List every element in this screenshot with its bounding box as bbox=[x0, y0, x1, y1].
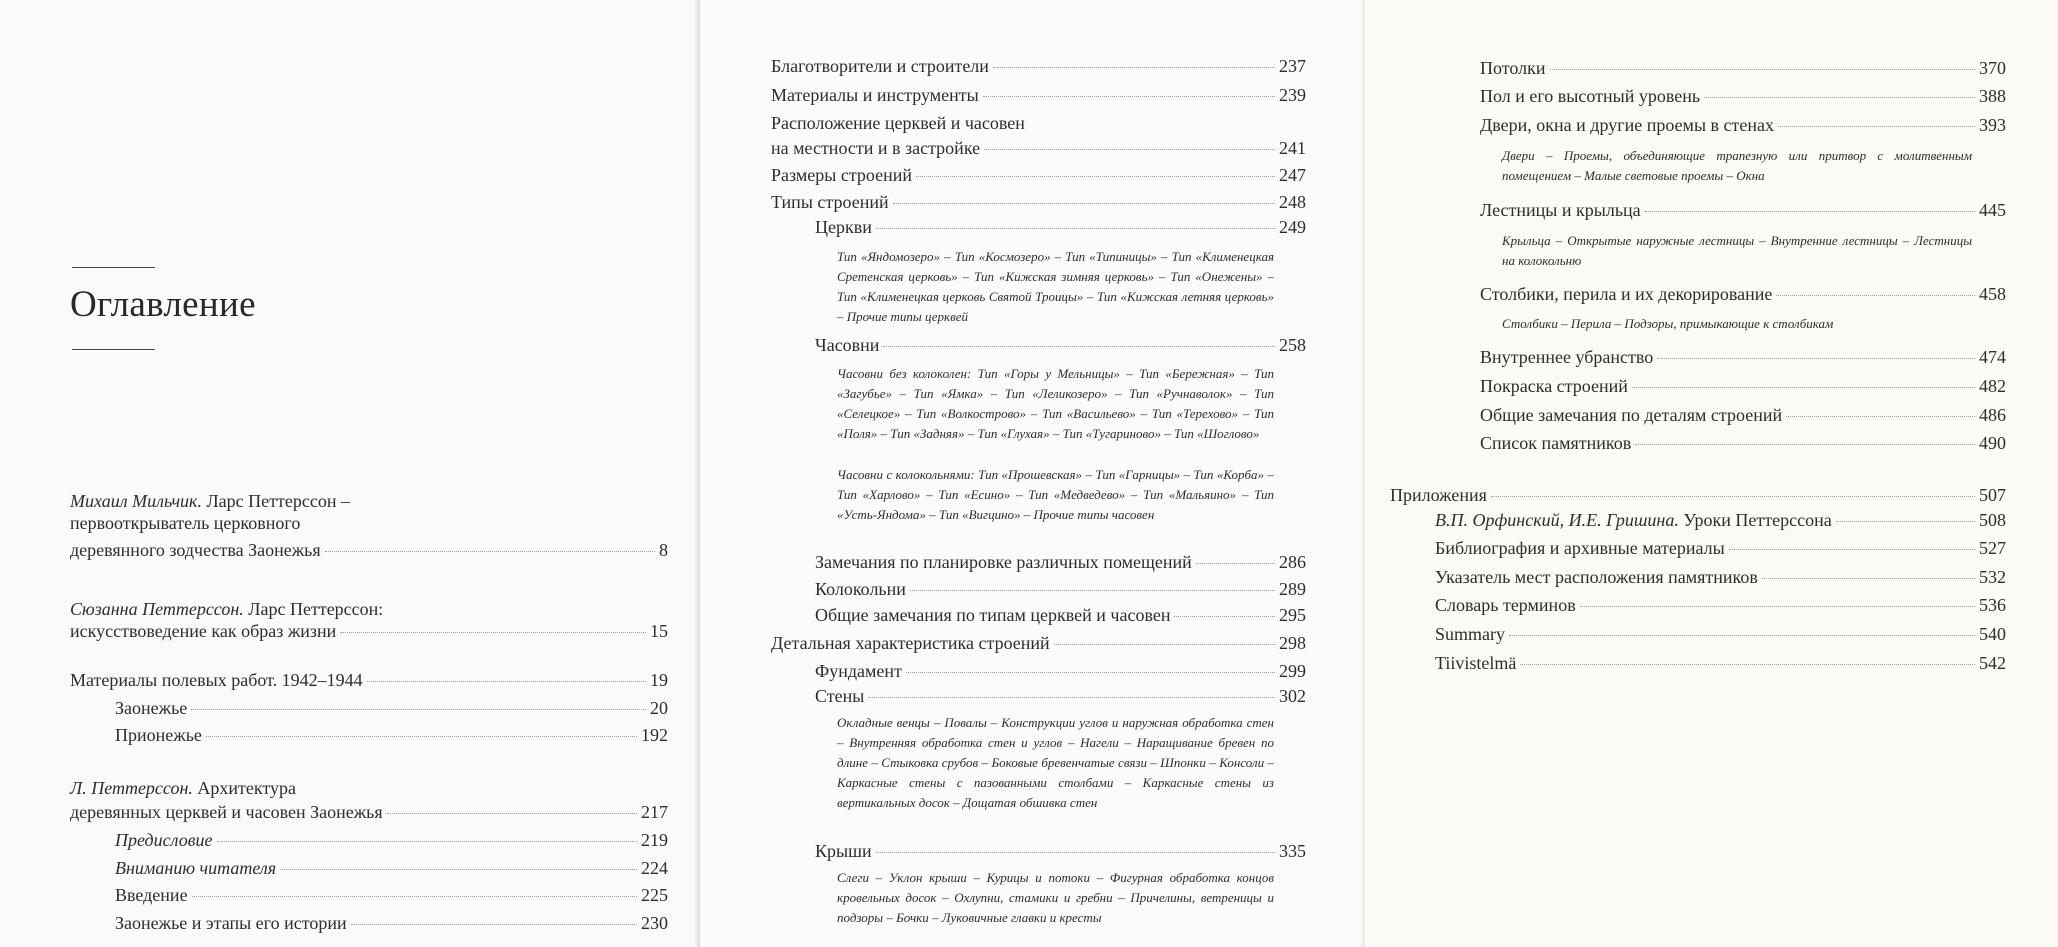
toc-entry-introduction[interactable] bbox=[115, 884, 668, 906]
dot-leader bbox=[1054, 644, 1275, 645]
dot-leader bbox=[1580, 606, 1975, 607]
toc-entry-painting[interactable] bbox=[1480, 375, 2006, 397]
page-number: 15 bbox=[650, 621, 668, 641]
dot-leader bbox=[1778, 126, 1975, 127]
toc-entry-benefactors[interactable] bbox=[771, 55, 1306, 77]
toc-entry-to-reader[interactable] bbox=[115, 857, 668, 879]
entry-author: Михаил Мильчик. bbox=[70, 491, 202, 511]
entry-label: Лестницы и крыльца bbox=[1480, 200, 1641, 220]
title-rule-top bbox=[72, 267, 155, 268]
page-number: 258 bbox=[1279, 335, 1306, 355]
toc-entry-stairs[interactable] bbox=[1480, 199, 2006, 221]
dot-leader bbox=[910, 590, 1275, 591]
page-number: 241 bbox=[1279, 138, 1306, 158]
dot-leader bbox=[1729, 549, 1975, 550]
dot-leader bbox=[192, 896, 637, 897]
dot-leader bbox=[876, 852, 1275, 853]
entry-label: Двери, окна и другие проемы в стенах bbox=[1480, 115, 1775, 135]
dot-leader bbox=[191, 709, 646, 710]
roofs-subtopics: Слеги – Уклон крыши – Курицы и потоки – Фигурная обработка концов кровельных досок – Охлупни, стамики и гребни – Причелины, ветреницы и подзоры – Бочки – Луковичные главки и кресты bbox=[837, 870, 1274, 925]
dot-leader bbox=[1645, 211, 1975, 212]
page-number: 536 bbox=[1979, 595, 2006, 615]
entry-label: Благотворители и строители bbox=[771, 56, 989, 76]
page-number: 540 bbox=[1979, 624, 2006, 644]
toc-entry-ceilings[interactable] bbox=[1480, 57, 2006, 79]
dot-leader bbox=[916, 176, 1275, 177]
toc-entry-summary[interactable] bbox=[1435, 623, 2006, 645]
dot-leader bbox=[1657, 358, 1975, 359]
toc-entry-openings[interactable] bbox=[1480, 114, 2006, 136]
entry-label: Заонежье и этапы его истории bbox=[115, 913, 347, 933]
page-number: 458 bbox=[1979, 284, 2006, 304]
page-number: 527 bbox=[1979, 538, 2006, 558]
page-number: 445 bbox=[1979, 200, 2006, 220]
page-number: 370 bbox=[1979, 58, 2006, 78]
entry-label: Замечания по планировке различных помещений bbox=[815, 552, 1192, 572]
entry-title-line: Архитектура bbox=[197, 778, 297, 798]
page-number: 217 bbox=[641, 802, 668, 822]
dot-leader bbox=[906, 672, 1275, 673]
entry-label: Предисловие bbox=[115, 830, 213, 850]
toc-entry-lessons[interactable] bbox=[1435, 509, 2006, 531]
page-number: 249 bbox=[1279, 217, 1306, 237]
entry-label: Вниманию читателя bbox=[115, 858, 277, 878]
entry-label: Часовни bbox=[815, 335, 880, 355]
openings-subtopics: Двери – Проемы, объединяющие трапезную или притвор с молитвенным помещением – Малые световые проемы – Окна bbox=[1502, 148, 1972, 183]
toc-entry-floor[interactable] bbox=[1480, 85, 2006, 107]
toc-entry-history[interactable] bbox=[115, 912, 668, 934]
toc-entry-bibliography[interactable] bbox=[1435, 537, 2006, 559]
entry-label: Введение bbox=[115, 885, 188, 905]
dot-leader bbox=[325, 551, 655, 552]
dot-leader bbox=[1520, 664, 1975, 665]
entry-label: Приложения bbox=[1390, 485, 1487, 505]
dot-leader bbox=[387, 813, 637, 814]
toc-entry-location-index[interactable] bbox=[1435, 566, 2006, 588]
entry-label: Крыши bbox=[815, 841, 872, 861]
toc-entry-walls[interactable] bbox=[815, 685, 1306, 707]
page-number: 532 bbox=[1979, 567, 2006, 587]
entry-label: Стены bbox=[815, 686, 865, 706]
dot-leader bbox=[217, 841, 637, 842]
entry-label: Материалы полевых работ. 1942–1944 bbox=[70, 670, 363, 690]
right-page bbox=[1365, 0, 2058, 947]
entry-title-line: на местности и в застройке bbox=[771, 138, 981, 158]
toc-entry-glossary[interactable] bbox=[1435, 594, 2006, 616]
churches-subtopics: Тип «Яндомозеро» – Тип «Космозеро» – Тип «Типиницы» – Тип «Клименецкая Сретенская церковь» – Тип «Кижская зимняя церковь» – Тип «Онежены» – Тип «Клименецкая церковь Святой Троицы» – Тип «Кижская летняя церковь» – Прочие типы церквей bbox=[837, 249, 1274, 324]
chapels-without-belfries-subtopics: Часовни без колоколен: Тип «Горы у Мельницы» – Тип «Бережная» – Тип «Загубье» – Тип «Ямка» – Тип «Леликозеро» – Тип «Ручнаволок» – Тип «Селецкое» – Тип «Волкострово» – Тип «Васильево» – Тип «Терехово» – Тип «Поля» – Тип «Задняя» – Тип «Глухая» – Тип «Тугариново» – Тип «Шоглово» bbox=[837, 366, 1274, 441]
toc-entry-zaonezhye[interactable] bbox=[115, 697, 668, 719]
page-number: 19 bbox=[650, 670, 668, 690]
toc-entry-field-materials[interactable] bbox=[70, 669, 668, 691]
entry-label: Столбики, перила и их декорирование bbox=[1480, 284, 1773, 304]
entry-label: Общие замечания по деталям строений bbox=[1480, 405, 1783, 425]
page-number: 248 bbox=[1279, 192, 1306, 212]
middle-page bbox=[700, 0, 1365, 947]
dot-leader bbox=[351, 924, 637, 925]
toc-entry-materials[interactable] bbox=[771, 84, 1306, 106]
page-number: 286 bbox=[1279, 552, 1306, 572]
page-number: 490 bbox=[1979, 433, 2006, 453]
entry-author: В.П. Орфинский, И.Е. Гришина. bbox=[1435, 510, 1679, 530]
dot-leader bbox=[1704, 97, 1975, 98]
dot-leader bbox=[1776, 295, 1975, 296]
page-number: 474 bbox=[1979, 347, 2006, 367]
toc-entry-susanna-line1[interactable] bbox=[70, 598, 383, 620]
dot-leader bbox=[1491, 496, 1975, 497]
toc-entry-pettersson-line1[interactable] bbox=[70, 777, 296, 799]
page-number: 299 bbox=[1279, 661, 1306, 681]
dot-leader bbox=[1632, 387, 1975, 388]
dot-leader bbox=[340, 632, 646, 633]
dot-leader bbox=[983, 96, 1275, 97]
dot-leader bbox=[883, 346, 1275, 347]
dot-leader bbox=[1836, 521, 1975, 522]
page-number: 8 bbox=[659, 540, 668, 560]
entry-label: Прионежье bbox=[115, 725, 202, 745]
toc-entry-prionezhye[interactable] bbox=[115, 724, 668, 746]
entry-label: Уроки Петтерссона bbox=[1683, 510, 1832, 530]
entry-title-line: первооткрыватель церковного bbox=[70, 513, 301, 533]
toc-entry-sizes[interactable] bbox=[771, 164, 1306, 186]
left-page bbox=[0, 0, 700, 947]
toc-entry-pettersson[interactable] bbox=[70, 801, 668, 823]
toc-entry-location[interactable] bbox=[771, 137, 1306, 159]
toc-entry-general-notes-details[interactable] bbox=[1480, 404, 2006, 426]
page-number: 335 bbox=[1279, 841, 1306, 861]
entry-label: Материалы и инструменты bbox=[771, 85, 979, 105]
page-number: 225 bbox=[641, 885, 668, 905]
entry-label: Библиография и архивные материалы bbox=[1435, 538, 1725, 558]
entry-label: Пол и его высотный уровень bbox=[1480, 86, 1701, 106]
dot-leader bbox=[1635, 444, 1975, 445]
entry-title-line: деревянных церквей и часовен Заонежья bbox=[70, 802, 383, 822]
toc-entry-appendices[interactable] bbox=[1390, 484, 2006, 506]
entry-title-line: Ларс Петтерссон: bbox=[248, 599, 384, 619]
page-number: 542 bbox=[1979, 653, 2006, 673]
chapels-with-belfries-subtopics: Часовни с колокольнями: Тип «Прошевская» – Тип «Гарницы» – Тип «Корба» – Тип «Харлово» – Тип «Есино» – Тип «Медведево» – Тип «Мальяино» – Тип «Усть-Яндома» – Тип «Вигцино» – Прочие типы часовен bbox=[837, 467, 1274, 522]
entry-title bbox=[1435, 509, 1832, 531]
title-rule-bottom bbox=[72, 349, 155, 350]
toc-entry-monument-list[interactable] bbox=[1480, 432, 2006, 454]
toc-entry-posts[interactable] bbox=[1480, 283, 2006, 305]
page-number: 486 bbox=[1979, 405, 2006, 425]
toc-entry-preface[interactable] bbox=[115, 829, 668, 851]
page-number: 192 bbox=[641, 725, 668, 745]
entry-label: Покраска строений bbox=[1480, 376, 1628, 396]
entry-label: Общие замечания по типам церквей и часовен bbox=[815, 605, 1171, 625]
page-number: 289 bbox=[1279, 579, 1306, 599]
toc-entry-interior[interactable] bbox=[1480, 346, 2006, 368]
dot-leader bbox=[1762, 578, 1975, 579]
page-number: 219 bbox=[641, 830, 668, 850]
entry-label: Список памятников bbox=[1480, 433, 1632, 453]
entry-label: Словарь терминов bbox=[1435, 595, 1576, 615]
entry-title-line: деревянного зодчества Заонежья bbox=[70, 540, 321, 560]
dot-leader bbox=[1196, 563, 1275, 564]
entry-title-line: искусствоведение как образ жизни bbox=[70, 621, 337, 641]
posts-subtopics: Столбики – Перила – Подзоры, примыкающие к столбикам bbox=[1502, 316, 1834, 331]
page-number: 224 bbox=[641, 858, 668, 878]
entry-label: Потолки bbox=[1480, 58, 1546, 78]
entry-label: Типы строений bbox=[771, 192, 889, 212]
entry-label: Колокольни bbox=[815, 579, 906, 599]
entry-author: Сюзанна Петтерссон. bbox=[70, 599, 244, 619]
entry-label: Детальная характеристика строений bbox=[771, 633, 1050, 653]
page-number: 237 bbox=[1279, 56, 1306, 76]
page-number: 388 bbox=[1979, 86, 2006, 106]
entry-label: Указатель мест расположения памятников bbox=[1435, 567, 1758, 587]
dot-leader bbox=[993, 67, 1275, 68]
toc-entry-tiivistelma[interactable] bbox=[1435, 652, 2006, 674]
entry-title-line: Расположение церквей и часовен bbox=[771, 113, 1025, 133]
toc-entry-detailed-characteristics[interactable] bbox=[771, 632, 1306, 654]
toc-entry-building-types[interactable] bbox=[771, 191, 1306, 213]
entry-label: Фундамент bbox=[815, 661, 902, 681]
entry-title-line: Ларс Петтерссон – bbox=[206, 491, 350, 511]
page-number: 393 bbox=[1979, 115, 2006, 135]
entry-label: Внутреннее убранство bbox=[1480, 347, 1654, 367]
toc-entry-milchik[interactable] bbox=[70, 539, 668, 561]
entry-label: Tiivistelmä bbox=[1435, 653, 1517, 673]
entry-author: Л. Петтерссон. bbox=[70, 778, 193, 798]
dot-leader bbox=[1509, 635, 1975, 636]
toc-entry-susanna[interactable] bbox=[70, 620, 668, 642]
page-number: 247 bbox=[1279, 165, 1306, 185]
entry-label: Заонежье bbox=[115, 698, 188, 718]
entry-label: Summary bbox=[1435, 624, 1505, 644]
toc-entry-belfries[interactable] bbox=[815, 578, 1306, 600]
dot-leader bbox=[876, 228, 1275, 229]
toc-entry-general-notes-types[interactable] bbox=[815, 604, 1306, 626]
entry-label: Размеры строений bbox=[771, 165, 913, 185]
page-number: 295 bbox=[1279, 605, 1306, 625]
dot-leader bbox=[893, 203, 1275, 204]
toc-entry-foundation[interactable] bbox=[815, 660, 1306, 682]
toc-entry-roofs[interactable] bbox=[815, 840, 1306, 862]
toc-entry-churches[interactable] bbox=[815, 216, 1306, 238]
toc-entry-planning-notes[interactable] bbox=[815, 551, 1306, 573]
page-title: Оглавление bbox=[70, 284, 256, 325]
page-number: 302 bbox=[1279, 686, 1306, 706]
page-number: 239 bbox=[1279, 85, 1306, 105]
dot-leader bbox=[1550, 69, 1975, 70]
entry-label: Церкви bbox=[815, 217, 872, 237]
dot-leader bbox=[367, 681, 646, 682]
dot-leader bbox=[984, 149, 1275, 150]
dot-leader bbox=[206, 736, 637, 737]
page-number: 298 bbox=[1279, 633, 1306, 653]
page-number: 508 bbox=[1979, 510, 2006, 530]
page-number: 507 bbox=[1979, 485, 2006, 505]
dot-leader bbox=[280, 869, 637, 870]
toc-entry-chapels[interactable] bbox=[815, 334, 1306, 356]
stairs-subtopics: Крыльца – Открытые наружные лестницы – Внутренние лестницы – Лестницы на колокольню bbox=[1502, 233, 1972, 268]
page-number: 20 bbox=[650, 698, 668, 718]
dot-leader bbox=[1174, 616, 1275, 617]
dot-leader bbox=[868, 697, 1275, 698]
page-number: 230 bbox=[641, 913, 668, 933]
walls-subtopics: Окладные венцы – Повалы – Конструкции углов и наружная обработка стен – Внутренняя обработка стен и углов – Нагели – Наращивание бревен по длине – Стыковка срубов – Боковые бревенчатые связи – Шпонки – Консоли – Каркасные стены с пазованными столбами – Каркасные стены из вертикальных досок – Дощатая обшивка стен bbox=[837, 715, 1274, 810]
toc-entry-milchik-line1[interactable] bbox=[70, 490, 350, 512]
page-number: 482 bbox=[1979, 376, 2006, 396]
dot-leader bbox=[1786, 416, 1975, 417]
